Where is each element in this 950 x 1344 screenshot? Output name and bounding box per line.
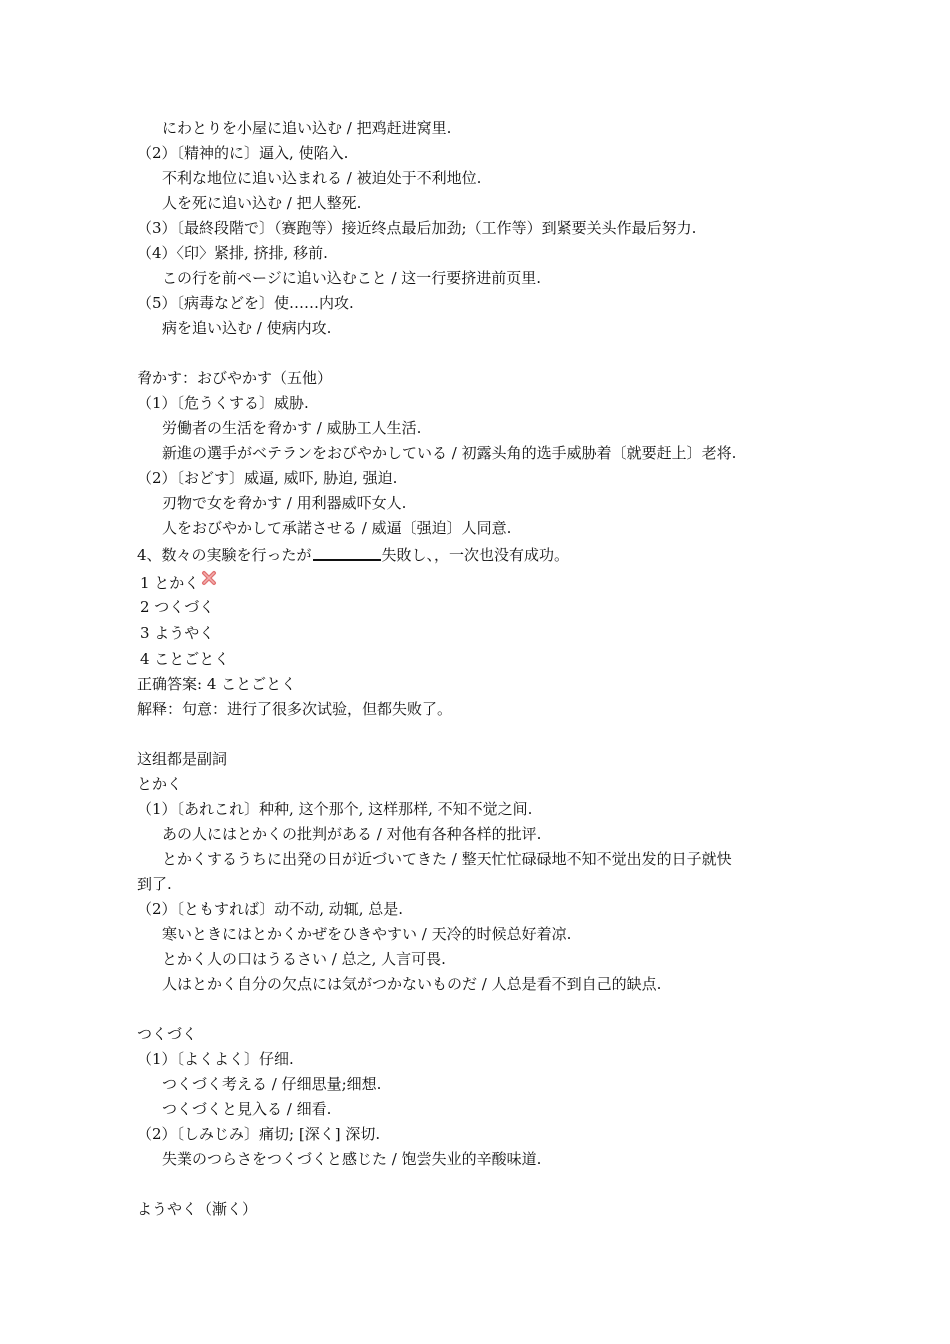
definition-line: （2）〔おどす〕威逼, 威吓, 胁迫, 强迫. (137, 469, 398, 487)
question-text-before: 4、数々の実験を行ったが (137, 546, 312, 564)
answer-blank (313, 559, 381, 561)
definition-line: （1）〔あれこれ〕种种, 这个那个, 这样那样, 不知不觉之间. (137, 800, 533, 818)
word-heading: とかく (137, 775, 183, 793)
example-line: とかくするうちに出発の日が近づいてきた / 整天忙忙碌碌地不知不觉出发的日子就快 (162, 850, 732, 868)
example-line: 病を追い込む / 使病内攻. (162, 319, 332, 337)
example-line: 刃物で女を脅かす / 用利器威吓女人. (162, 494, 407, 512)
example-line: 寒いときにはとかくかぜをひきやすい / 天冷的时候总好着凉. (162, 925, 572, 943)
wrong-answer-icon (201, 570, 217, 586)
option-4[interactable]: 4 ことごとく (140, 650, 230, 668)
definition-line: （4）〈印〉紧排, 挤排, 移前. (137, 244, 328, 262)
example-line: つくづく考える / 仔细思量;细想. (162, 1075, 382, 1093)
example-line: 労働者の生活を脅かす / 威胁工人生活. (162, 419, 422, 437)
example-line: 人を死に追い込む / 把人整死. (162, 194, 362, 212)
example-line: とかく人の口はうるさい / 总之, 人言可畏. (162, 950, 446, 968)
example-line: つくづくと見入る / 细看. (162, 1100, 332, 1118)
definition-line: （1）〔危うくする〕威胁. (137, 394, 309, 412)
correct-answer: 正确答案: 4 ことごとく (137, 675, 297, 693)
example-line: 人をおびやかして承諾させる / 威逼〔强迫〕人同意. (162, 519, 512, 537)
example-line: 不利な地位に追い込まれる / 被迫处于不利地位. (162, 169, 482, 187)
question-text-after: 失敗し、，一次也没有成功。 (381, 546, 570, 564)
definition-line: （2）〔ともすれば〕动不动, 动辄, 总是. (137, 900, 404, 918)
word-heading: つくづく (137, 1025, 198, 1043)
definition-line: （3）〔最終段階で〕（赛跑等）接近终点最后加劲;（工作等）到紧要关头作最后努力. (137, 219, 697, 237)
definition-line: （2）〔しみじみ〕痛切; [深く] 深切. (137, 1125, 381, 1143)
word-heading: ようやく（漸く） (137, 1200, 258, 1218)
example-line-continuation: 到了. (137, 875, 172, 893)
example-line: にわとりを小屋に追い込む / 把鸡赶进窝里. (162, 119, 452, 137)
example-line: 新進の選手がベテランをおびやかしている / 初露头角的选手威胁着〔就要赶上〕老将. (162, 444, 737, 462)
section-heading: 这组都是副詞 (137, 750, 228, 768)
entry-heading: 脅かす：おびやかす（五他） (137, 369, 333, 387)
option-3[interactable]: 3 ようやく (140, 624, 215, 642)
definition-line: （1）〔よくよく〕仔细. (137, 1050, 294, 1068)
example-line: あの人にはとかくの批判がある / 对他有各种各样的批评. (162, 825, 542, 843)
explanation: 解释：句意：进行了很多次试验，但都失败了。 (137, 700, 453, 718)
definition-line: （2）〔精神的に〕逼入, 使陷入. (137, 144, 349, 162)
option-2[interactable]: 2 つくづく (140, 598, 215, 616)
option-label: 1 とかく (140, 574, 200, 592)
example-line: 人はとかく自分の欠点には気がつかないものだ / 人总是看不到自己的缺点. (162, 975, 662, 993)
definition-line: （5）〔病毒などを〕使……内攻. (137, 294, 354, 312)
option-1[interactable] (140, 570, 217, 593)
question-stem (137, 545, 569, 565)
example-line: この行を前ページに追い込むこと / 这一行要挤进前页里. (162, 269, 542, 287)
example-line: 失業のつらさをつくづくと感じた / 饱尝失业的辛酸味道. (162, 1150, 542, 1168)
